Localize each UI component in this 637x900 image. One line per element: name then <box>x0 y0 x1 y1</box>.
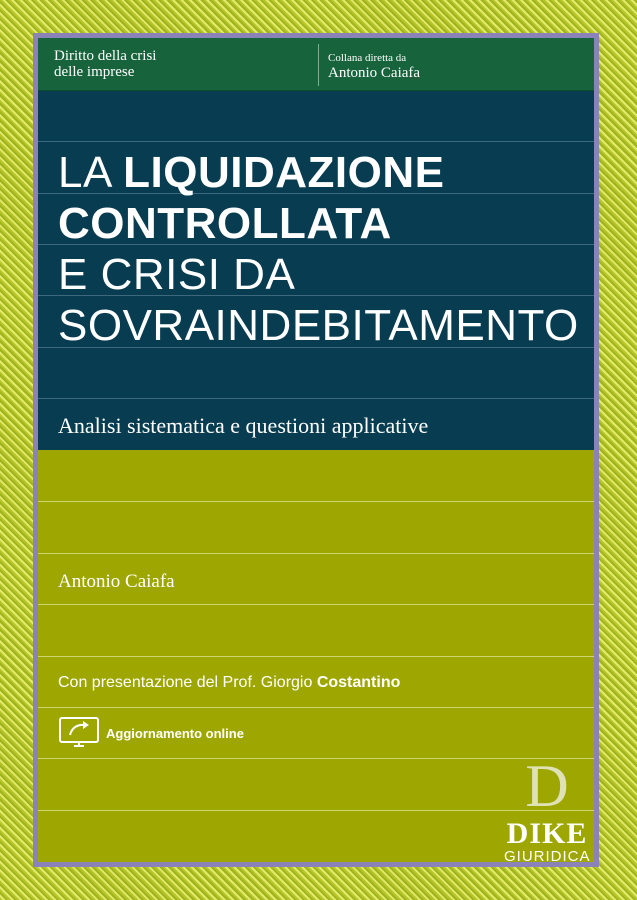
series-line-2: delle imprese <box>54 64 135 80</box>
header-divider <box>318 44 319 86</box>
publisher-mark: D <box>525 753 569 819</box>
series-line-1: Diritto della crisi <box>54 48 157 64</box>
rule-line <box>38 656 594 657</box>
publisher-subtitle: GIURIDICA <box>504 848 591 865</box>
title-line-3: E CRISI DA <box>58 250 296 299</box>
rule-line <box>38 398 594 399</box>
series-header <box>38 38 594 91</box>
rule-line <box>38 604 594 605</box>
series-name <box>54 48 156 80</box>
series-editor-name: Antonio Caiafa <box>328 65 421 81</box>
rule-line <box>38 141 594 142</box>
online-update-label: Aggiornamento online <box>106 726 244 741</box>
publisher-name: DIKE <box>506 817 588 850</box>
book-cover <box>33 33 599 867</box>
book-title <box>58 147 579 351</box>
publisher-logo <box>504 753 591 866</box>
book-subtitle: Analisi sistematica e questioni applicative <box>58 413 429 438</box>
title-line-1: LA LIQUIDAZIONE <box>58 148 445 197</box>
presentation-note: Con presentazione del Prof. Giorgio Costantino <box>58 674 401 691</box>
presenter-surname: Costantino <box>316 674 401 691</box>
rule-line <box>38 707 594 708</box>
series-editor-label: Collana diretta da <box>328 52 407 64</box>
title-line-2: CONTROLLATA <box>58 199 392 248</box>
rule-line <box>38 553 594 554</box>
author-name: Antonio Caiafa <box>58 571 175 592</box>
rule-line <box>38 501 594 502</box>
title-line-4: SOVRAINDEBITAMENTO <box>58 301 579 350</box>
monitor-refresh-icon <box>58 716 104 750</box>
